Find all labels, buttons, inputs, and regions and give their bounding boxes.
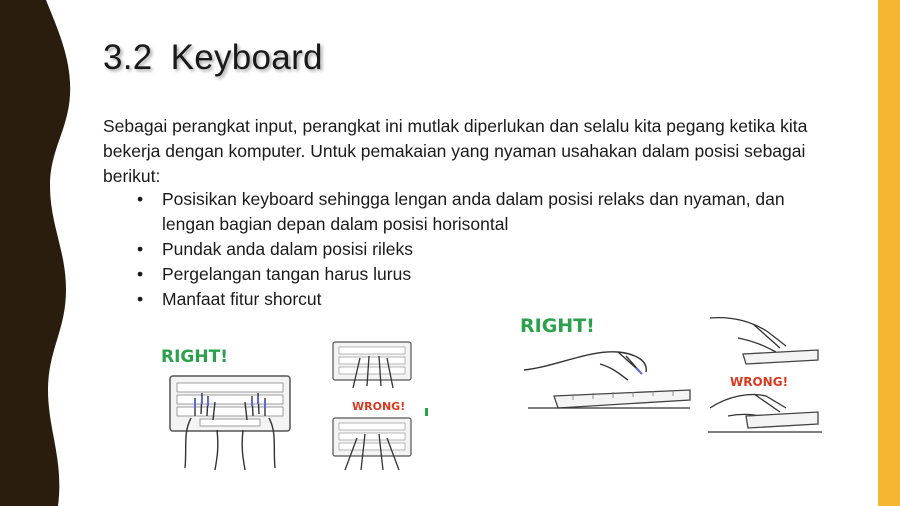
keyboard-illustration <box>170 376 290 431</box>
wrong-keyboard-top <box>333 342 411 388</box>
wrong-label: WRONG! <box>730 375 789 389</box>
right-label: RIGHT! <box>161 347 228 367</box>
right-label: RIGHT! <box>520 315 595 337</box>
green-mark <box>425 408 428 416</box>
hand-position-figure-side <box>518 308 828 438</box>
side-wrong-top <box>710 318 818 364</box>
bullet-item: • Pergelangan tangan harus lurus <box>137 262 827 287</box>
hand-position-figure-top <box>155 338 440 473</box>
side-keyboard-right <box>528 390 690 408</box>
title-text: Keyboard <box>170 38 323 77</box>
side-wrong-bottom <box>708 394 822 432</box>
bullet-item: • Manfaat fitur shorcut <box>137 287 827 312</box>
bullet-item: • Pundak anda dalam posisi rileks <box>137 237 827 262</box>
finger-highlight <box>636 368 642 374</box>
title-number: 3.2 <box>103 38 153 77</box>
wrong-keyboard-bottom <box>333 418 411 470</box>
bullet-item: • Posisikan keyboard sehingga lengan anda dalam posisi relaks dan nyaman, dan lengan bagian depan dalam posisi horisontal <box>137 187 827 237</box>
slide-title <box>103 38 323 78</box>
left-decorative-band <box>0 0 80 506</box>
intro-paragraph: Sebagai perangkat input, perangkat ini mutlak diperlukan dan selalu kita pegang ketika kita bekerja dengan komputer. Untuk pemakaian yang nyaman usahakan dalam posisi sebagai berikut: <box>103 116 808 186</box>
wrong-label: WRONG! <box>352 400 406 413</box>
side-hand-right <box>524 352 646 380</box>
right-accent-band <box>878 0 900 506</box>
bullet-list <box>137 187 827 312</box>
